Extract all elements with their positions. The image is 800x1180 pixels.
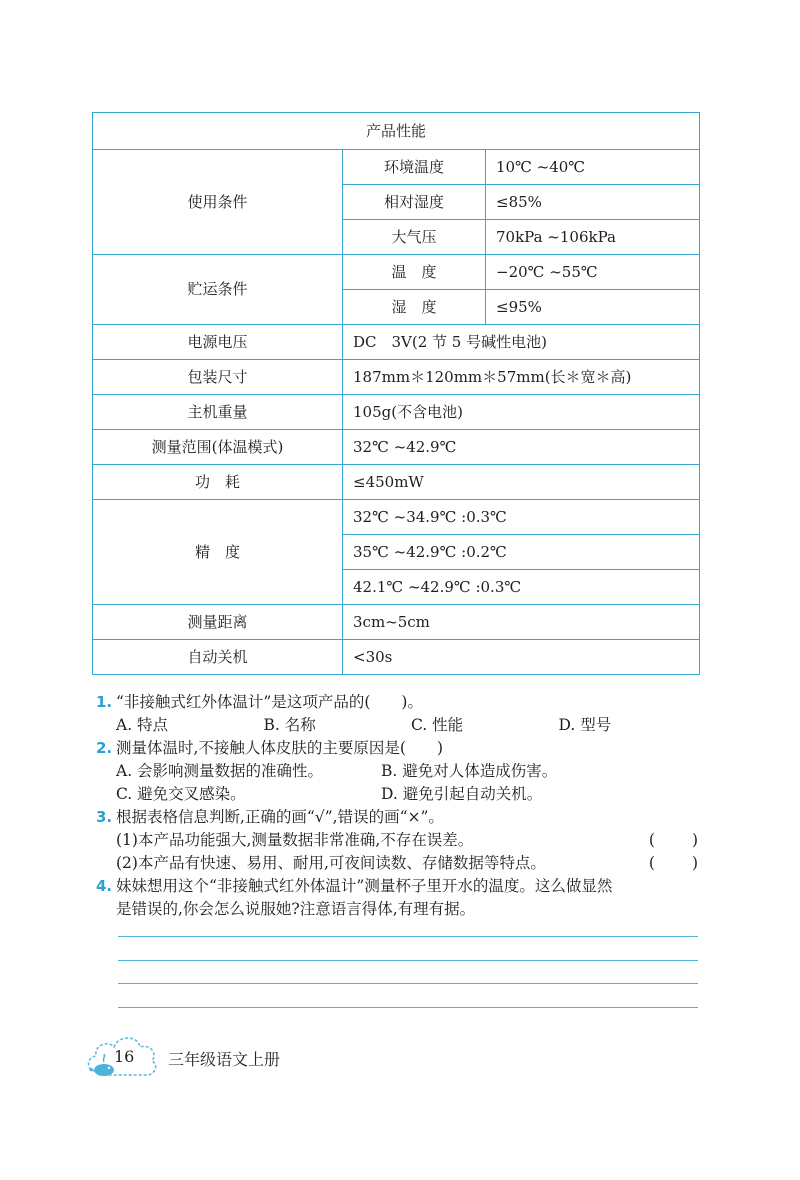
table-value-cell: ≤450mW xyxy=(343,465,700,500)
table-category-cell: 包装尺寸 xyxy=(93,360,343,395)
option-a[interactable]: A. 会影响测量数据的准确性。 xyxy=(116,762,324,780)
option-d[interactable]: D. 避免引起自动关机。 xyxy=(381,785,543,803)
judge-statement: (1)本产品功能强大,测量数据非常准确,不存在误差。 xyxy=(116,831,474,849)
book-title: 三年级语文上册 xyxy=(168,1050,281,1069)
option-a[interactable]: A. 特点 xyxy=(116,716,169,734)
judge-item-1 xyxy=(116,829,706,852)
answer-blank[interactable]: ( ) xyxy=(648,831,700,849)
table-category-cell: 精 度 xyxy=(93,500,343,605)
table-category-cell: 使用条件 xyxy=(93,150,343,255)
answer-writing-area[interactable] xyxy=(118,936,698,1030)
question-4 xyxy=(96,875,706,921)
option-b[interactable]: B. 避免对人体造成伤害。 xyxy=(381,762,558,780)
option-c[interactable]: C. 性能 xyxy=(411,716,464,734)
table-value-cell: −20℃ ~55℃ xyxy=(486,255,700,290)
table-value-cell: 10℃ ~40℃ xyxy=(486,150,700,185)
table-category-cell: 功 耗 xyxy=(93,465,343,500)
writing-line xyxy=(118,960,698,961)
table-value-cell: 35℃ ~42.9℃ :0.2℃ xyxy=(343,535,700,570)
page-footer xyxy=(82,1025,382,1085)
question-text: 根据表格信息判断,正确的画“√”,错误的画“×”。 xyxy=(116,808,444,826)
table-value-cell: 187mm＊120mm＊57mm(长＊宽＊高) xyxy=(343,360,700,395)
table-category-cell: 自动关机 xyxy=(93,640,343,675)
table-category-cell: 测量范围(体温模式) xyxy=(93,430,343,465)
table-subcategory-cell: 温 度 xyxy=(343,255,486,290)
question-text-line-1: 妹妹想用这个“非接触式红外体温计”测量杯子里开水的温度。这么做显然 xyxy=(116,877,613,895)
question-number: 4. xyxy=(96,877,113,895)
table-value-cell: 42.1℃ ~42.9℃ :0.3℃ xyxy=(343,570,700,605)
table-value-cell: ≤85% xyxy=(486,185,700,220)
option-b[interactable]: B. 名称 xyxy=(263,716,316,734)
writing-line xyxy=(118,983,698,984)
answer-options xyxy=(116,714,706,737)
table-category-cell: 测量距离 xyxy=(93,605,343,640)
table-value-cell: 3cm~5cm xyxy=(343,605,700,640)
table-header: 产品性能 xyxy=(93,113,700,150)
table-value-cell: 105g(不含电池) xyxy=(343,395,700,430)
table-category-cell: 主机重量 xyxy=(93,395,343,430)
answer-blank[interactable]: ( ) xyxy=(648,854,700,872)
writing-line xyxy=(118,936,698,937)
table-value-cell: DC 3V(2 节 5 号碱性电池) xyxy=(343,325,700,360)
option-c[interactable]: C. 避免交叉感染。 xyxy=(116,785,246,803)
question-text: “非接触式红外体温计”是这项产品的( )。 xyxy=(116,693,423,711)
judge-item-2 xyxy=(116,852,706,875)
answer-options-row-1 xyxy=(116,760,706,783)
questions-section xyxy=(96,691,706,921)
page-number: 16 xyxy=(114,1047,135,1066)
question-number: 1. xyxy=(96,693,113,711)
table-category-cell: 电源电压 xyxy=(93,325,343,360)
table-value-cell: 32℃ ~42.9℃ xyxy=(343,430,700,465)
table-subcategory-cell: 湿 度 xyxy=(343,290,486,325)
writing-line xyxy=(118,1007,698,1008)
table-subcategory-cell: 环境温度 xyxy=(343,150,486,185)
question-3 xyxy=(96,806,706,875)
table-value-cell: 32℃ ~34.9℃ :0.3℃ xyxy=(343,500,700,535)
table-subcategory-cell: 相对湿度 xyxy=(343,185,486,220)
question-2 xyxy=(96,737,706,806)
table-value-cell: <30s xyxy=(343,640,700,675)
question-number: 3. xyxy=(96,808,113,826)
judge-statement: (2)本产品有快速、易用、耐用,可夜间读数、存储数据等特点。 xyxy=(116,854,546,872)
table-category-cell: 贮运条件 xyxy=(93,255,343,325)
question-1 xyxy=(96,691,706,737)
table-subcategory-cell: 大气压 xyxy=(343,220,486,255)
question-text: 测量体温时,不接触人体皮肤的主要原因是( ) xyxy=(116,739,444,757)
option-d[interactable]: D. 型号 xyxy=(558,716,612,734)
question-text-line-2: 是错误的,你会怎么说服她?注意语言得体,有理有据。 xyxy=(116,900,476,918)
table-value-cell: ≤95% xyxy=(486,290,700,325)
answer-options-row-2 xyxy=(116,783,706,806)
question-number: 2. xyxy=(96,739,113,757)
product-spec-table xyxy=(92,112,700,675)
table-value-cell: 70kPa ~106kPa xyxy=(486,220,700,255)
